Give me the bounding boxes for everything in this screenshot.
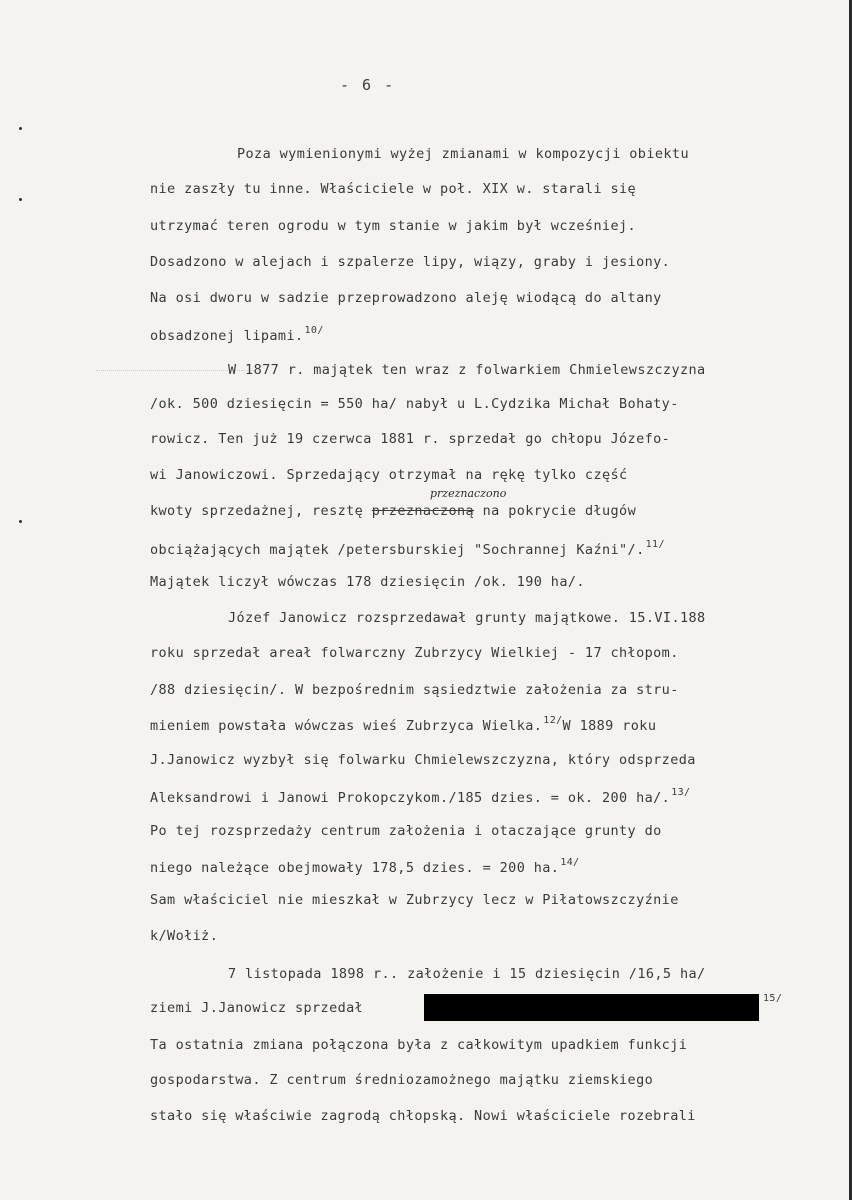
struck-out-text: przeznaczoną <box>371 503 475 519</box>
binder-hole-mark <box>19 520 22 523</box>
line-text: Po tej rozsprzedaży centrum założenia i otaczające grunty do <box>150 823 662 839</box>
text-line <box>150 1000 363 1016</box>
text-line <box>150 290 662 306</box>
line-text-after: na pokrycie długów <box>474 503 637 519</box>
text-line <box>150 431 670 447</box>
line-text: kwoty sprzedażnej, resztę <box>150 503 364 519</box>
footnote-marker: 12/ <box>543 715 563 726</box>
text-line <box>228 610 706 626</box>
line-text: rowicz. Ten już 19 czerwca 1881 r. sprzedał go chłopu Józefo- <box>150 431 671 447</box>
text-line <box>150 823 662 839</box>
line-text: Aleksandrowi i Janowi Prokopczykom./185 dzies. = ok. 200 ha/. <box>150 790 671 806</box>
text-line <box>150 715 656 734</box>
text-line <box>228 362 706 378</box>
line-text: gospodarstwa. Z centrum średniozamożnego majątku ziemskiego <box>150 1072 654 1088</box>
text-line <box>150 928 218 944</box>
footnote-line <box>762 993 782 1012</box>
text-line <box>150 752 696 768</box>
line-text: stało się właściwie zagrodą chłopską. Nowi właściciele rozebrali <box>150 1108 696 1124</box>
line-text: utrzymać teren ogrodu w tym stanie w jakim był wcześniej. <box>150 218 637 234</box>
redaction-bar <box>424 994 759 1021</box>
binder-hole-mark <box>19 127 22 130</box>
line-text: niego należące obejmowały 178,5 dzies. = 200 ha. <box>150 860 560 876</box>
text-line <box>150 218 636 234</box>
page-number: - 6 - <box>340 76 396 94</box>
footnote-marker: 10/ <box>304 325 324 336</box>
line-text: Poza wymienionymi wyżej zmianami w kompozycji obiektu <box>237 146 689 162</box>
line-text: obsadzonej lipami. <box>150 328 304 344</box>
line-text: roku sprzedał areał folwarczny Zubrzycy Wielkiej - 17 chłopom. <box>150 645 679 661</box>
text-line <box>150 857 580 876</box>
text-line <box>150 574 585 590</box>
text-line <box>150 645 679 661</box>
text-line <box>150 181 636 197</box>
text-line <box>150 503 636 519</box>
text-line <box>150 539 665 558</box>
line-text: Józef Janowicz rozsprzedawał grunty majątkowe. 15.VI.188 <box>228 610 706 626</box>
text-line <box>150 467 628 483</box>
line-text: Sam właściciel nie mieszkał w Zubrzycy lecz w Piłatowszczyźnie <box>150 892 679 908</box>
text-line <box>150 892 679 908</box>
line-text: obciążających majątek /petersburskiej "Sochrannej Kaźni"/. <box>150 542 645 558</box>
footnote-marker: 13/ <box>671 787 691 798</box>
text-line <box>237 146 689 162</box>
footnote-marker: 14/ <box>560 857 580 868</box>
handwritten-correction: przeznaczono <box>430 487 507 500</box>
text-line <box>150 1108 696 1124</box>
text-line <box>150 254 670 270</box>
text-line <box>150 396 679 412</box>
text-line <box>228 966 706 982</box>
line-text-after: W 1889 roku <box>562 718 657 734</box>
line-text: nie zaszły tu inne. Właściciele w poł. XIX w. starali się <box>150 181 637 197</box>
line-text: /88 dziesięcin/. W bezpośrednim sąsiedztwie założenia za stru- <box>150 682 679 698</box>
line-text: wi Janowiczowi. Sprzedający otrzymał na rękę tylko część <box>150 467 628 483</box>
line-text: Na osi dworu w sadzie przeprowadzono aleję wiodącą do altany <box>150 290 662 306</box>
line-text: Ta ostatnia zmiana połączona była z całkowitym upadkiem funkcji <box>150 1037 688 1053</box>
line-text: k/Wołiż. <box>150 928 219 944</box>
text-line <box>150 787 690 806</box>
text-line <box>150 1072 653 1088</box>
line-text: mieniem powstała wówczas wieś Zubrzyca Wielka. <box>150 718 543 734</box>
line-text: ziemi J.Janowicz sprzedał <box>150 1000 364 1016</box>
line-text: /ok. 500 dziesięcin = 550 ha/ nabył u L.Cydzika Michał Bohaty- <box>150 396 679 412</box>
line-text: J.Janowicz wyzbył się folwarku Chmielewszczyzna, który odsprzeda <box>150 752 696 768</box>
binder-hole-mark <box>19 198 22 201</box>
line-text: Dosadzono w alejach i szpalerze lipy, wiązy, graby i jesiony. <box>150 254 671 270</box>
text-line <box>150 682 679 698</box>
text-line <box>150 1037 687 1053</box>
text-line <box>150 325 324 344</box>
line-text: Majątek liczył wówczas 178 dziesięcin /ok. 190 ha/. <box>150 574 585 590</box>
line-text: W 1877 r. majątek ten wraz z folwarkiem Chmielewszczyzna <box>228 362 706 378</box>
line-text: 7 listopada 1898 r.. założenie i 15 dziesięcin /16,5 ha/ <box>228 966 706 982</box>
footnote-marker: 15/ <box>763 993 783 1004</box>
footnote-marker: 11/ <box>645 539 665 550</box>
